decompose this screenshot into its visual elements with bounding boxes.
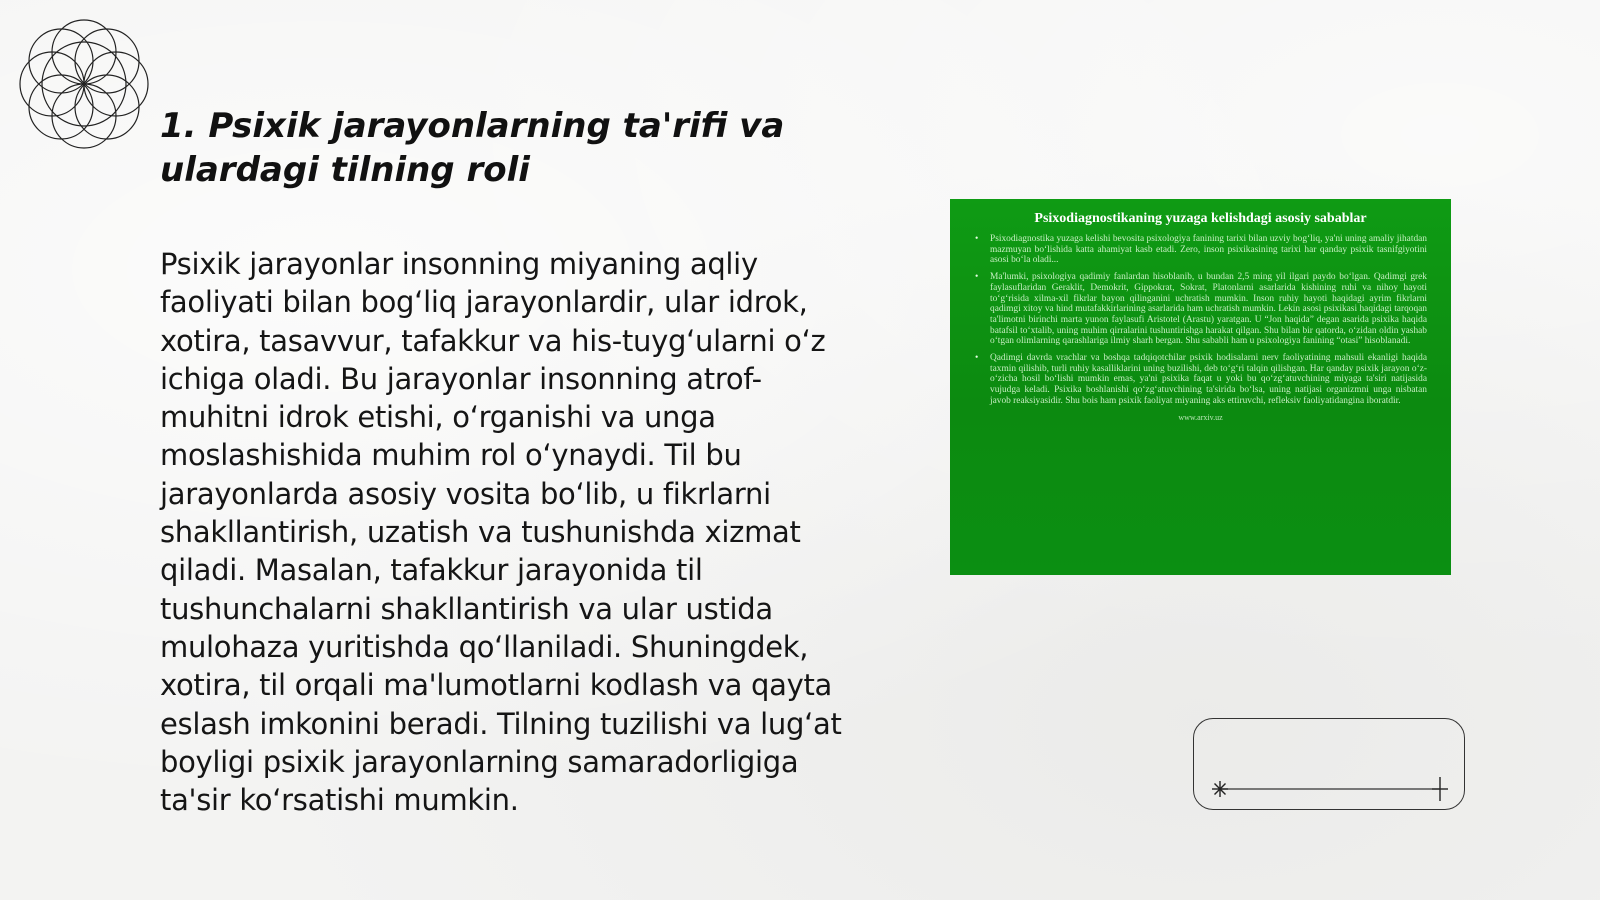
slider-track (1194, 719, 1466, 811)
embedded-slide-footer: www.arxiv.uz (1178, 412, 1223, 422)
embedded-slide-bullet: • Ma'lumki, psixologiya qadimiy fanlardan hisoblanib, u bundan 2,5 ming yil ilgari paydo bo‘lgan. Qadimgi grek faylasuflaridan Geraklit, Demokrit, Gippokrat, Sokrat, Platonlarni asarlarida kishining ruhi va nihoy hayoti to‘g‘risida xilma-xil fikrlar bayon qilinganini uchratish mumkin. Inson ruhiy hayoti haqidagi ayrim fikrlarni qadimgi xitoy va hind mutafakkirlarining asarlarida ham uchratish mumkin. Lekin asosi psixikasi haqidagi tarqoqan ta'limotni birinchi marta yunon faylasufi Aristotel (Arastu) yaratgan. U “Jon haqida” degan asarida psixika haqida batafsil to‘xtalib, uning muhim qirralarini tushuntirishga harakat qilgan. Shu bilan bir qatorda, o‘zidan oldin yashab o‘tgan olimlarning qarashlariga ilmiy sharh bergan. Shu sababli ham u psixologiya fanining “otasi” hisoblanadi. (990, 272, 1427, 347)
embedded-slide-bullets (974, 234, 1427, 407)
embedded-slide-image (950, 199, 1451, 575)
body-paragraph: Psixik jarayonlar insonning miyaning aqliy faoliyati bilan bog‘liq jarayonlardir, ular idrok, xotira, tasavvur, tafakkur va his-tuyg‘ularni o‘z ichiga oladi. Bu jarayonlar insonning atrof-muhitni idrok etishi, o‘rganishi va unga moslashishida muhim rol o‘ynaydi. Til bu jarayonlarda asosiy vosita bo‘lib, u fikrlarni shakllantirish, uzatish va tushunishda xizmat qiladi. Masalan, tafakkur jarayonida til tushunchalarni shakllantirish va ular ustida mulohaza yuritishda qo‘llaniladi. Shuningdek, xotira, til orqali ma'lumotlarni kodlash va qayta eslash imkonini beradi. Tilning tuzilishi va lug‘at boyligi psixik jarayonlarning samaradorligiga ta'sir ko‘rsatishi mumkin. (160, 247, 842, 818)
embedded-slide-bullet: • Psixodiagnostika yuzaga kelishi bevosita psixologiya fanining tarixi bilan uzviy bog‘liq, ya'ni uning amaliy jihatdan mazmuyan bo‘lishida katta ahamiyat kasb etadi. Zero, inson psixikasining tarixi har qanday psixik tasnifgiyotini asosi bo‘la oladi... (990, 234, 1427, 266)
slide-title: 1. Psixik jarayonlarning ta'rifi va ulardagi tilning roli (160, 106, 785, 190)
crosshair-icon (1432, 777, 1448, 801)
embedded-slide-title: Psixodiagnostikaning yuzaga kelishdagi asosiy sabablar (1034, 211, 1367, 226)
decorative-slider-frame (1193, 718, 1465, 810)
embedded-slide-bullet: • Qadimgi davrda vrachlar va boshqa tadqiqotchilar psixik hodisalarni nerv faoliyatining mahsuli ekanligi haqida taxmin qilishib, turli ruhiy kasalliklarini uning buzilishi, deb to‘g‘ri talqin qilishgan. Har qanday psixik jarayon o‘z-o‘zicha hosil bo‘lishi mumkin emas, ya'ni psixika faqat u yoki bu qo‘zg‘atuvchining miyaga ta'siri natijasida vujudga keladi. Psixika boshlanishi qo‘zg‘atuvchining ta'sirida bo‘lsa, uning natijasi organizmni unga nisbatan javob reaksiyasidir. Shu bois ham psixik faoliyat miyaning aks ettiruvchi, refleksiv faoliyatidangina iboratdir. (990, 353, 1427, 407)
sparkle-icon (1212, 781, 1228, 797)
overlapping-rings-icon (8, 8, 160, 160)
